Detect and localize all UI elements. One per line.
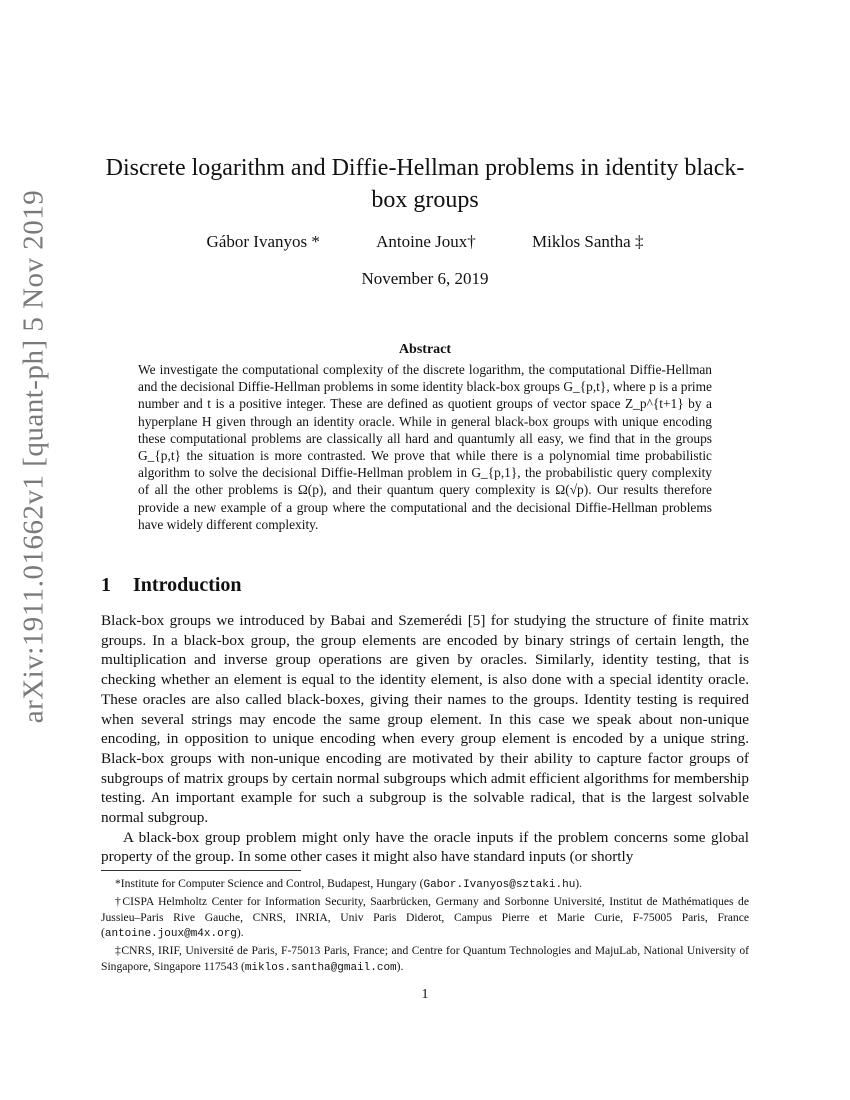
footnote-end: ). <box>575 877 583 890</box>
author-joux: Antoine Joux† <box>376 232 476 251</box>
paragraph: Black-box groups we introduced by Babai and Szemerédi [5] for studying the structure of finite matrix groups. In a black-box group, the group elements are encoded by binary strings of certain length, the multiplication and inverse group operations are given by oracles. Similarly, identity testing, that is checking whether an element is equal to the identity element, is also done with a special identity oracle. These oracles are also called black-boxes, giving their names to the groups. Identity testing is required when several strings may encode the same group element. In this case we speak about non-unique encoding, in opposition to unique encoding when every group element is encoded by a unique string. Black-box groups with non-unique encoding are motivated by their ability to capture factor groups of subgroups of matrix groups by certain normal subgroups which admit efficient algorithms for membership testing. An important example for such a subgroup is the solvable radical, that is the largest solvable normal subgroup. <box>101 612 749 827</box>
paragraph: A black-box group problem might only have the oracle inputs if the problem concerns some global property of the group. In some other cases it might also have standard inputs (or shortly <box>101 828 749 866</box>
footnotes <box>101 876 749 977</box>
footnote-ivanyos <box>101 876 749 894</box>
email-link[interactable]: Gabor.Ivanyos@sztaki.hu <box>423 879 576 891</box>
footnote-end: ). <box>396 959 404 973</box>
footnote-end: ). <box>236 926 244 940</box>
author-list <box>100 232 750 252</box>
section-title: Introduction <box>133 574 242 596</box>
arxiv-id: arXiv:1911.01662v1 [quant-ph] 5 Nov 2019 <box>17 189 50 723</box>
page-number: 1 <box>421 987 429 1002</box>
abstract-heading: Abstract <box>398 342 452 357</box>
section-heading <box>101 574 242 597</box>
footnote-text: ‡CNRS, IRIF, Université de Paris, F-75013 Paris, France; and Centre for Quantum Technologies and MajuLab, National University of Singapore, Singapore 117543 ( <box>101 944 749 973</box>
arxiv-stamp <box>14 189 54 723</box>
footnote-text: †CISPA Helmholtz Center for Information Security, Saarbrücken, Germany and Sorbonne Université, Institut de Mathématiques de Jussieu–Paris Rive Gauche, CNRS, INRIA, Univ Paris Diderot, Campus Pierre et Marie Curie, F-75005 Paris, France ( <box>101 894 749 940</box>
footnote-divider <box>101 870 301 871</box>
footnote-santha <box>101 943 749 977</box>
paper-title: Discrete logarithm and Diffie-Hellman problems in identity black-box groups <box>105 155 745 213</box>
section-number: 1 <box>101 574 111 596</box>
author-santha: Miklos Santha ‡ <box>532 232 644 251</box>
email-link[interactable]: miklos.santha@gmail.com <box>244 961 397 974</box>
body-text <box>101 611 749 867</box>
paper-date: November 6, 2019 <box>361 269 489 288</box>
email-link[interactable]: antoine.joux@m4x.org <box>104 928 237 941</box>
footnote-joux <box>101 894 749 943</box>
abstract-text: We investigate the computational complexity of the discrete logarithm, the computational Diffie-Hellman and the decisional Diffie-Hellman problems in some identity black-box groups G_{p,t}, where p is a prime number and t is a positive integer. These are defined as quotient groups of vector space Z_p^{t+1} by a hyperplane H given through an identity oracle. While in general black-box groups with unique encoding these computational problems are classically all hard and quantumly all easy, we find that in the groups G_{p,t} the situation is more contrasted. We prove that while there is a polynomial time probabilistic algorithm to solve the decisional Diffie-Hellman problem in G_{p,1}, the probabilistic query complexity of all the other problems is Ω(p), and their quantum query complexity is Ω(√p). Our results therefore provide a new example of a group where the computational and the decisional Diffie-Hellman problems have widely different complexity. <box>138 362 712 532</box>
author-ivanyos: Gábor Ivanyos * <box>206 232 320 251</box>
footnote-text: *Institute for Computer Science and Control, Budapest, Hungary ( <box>115 877 424 890</box>
